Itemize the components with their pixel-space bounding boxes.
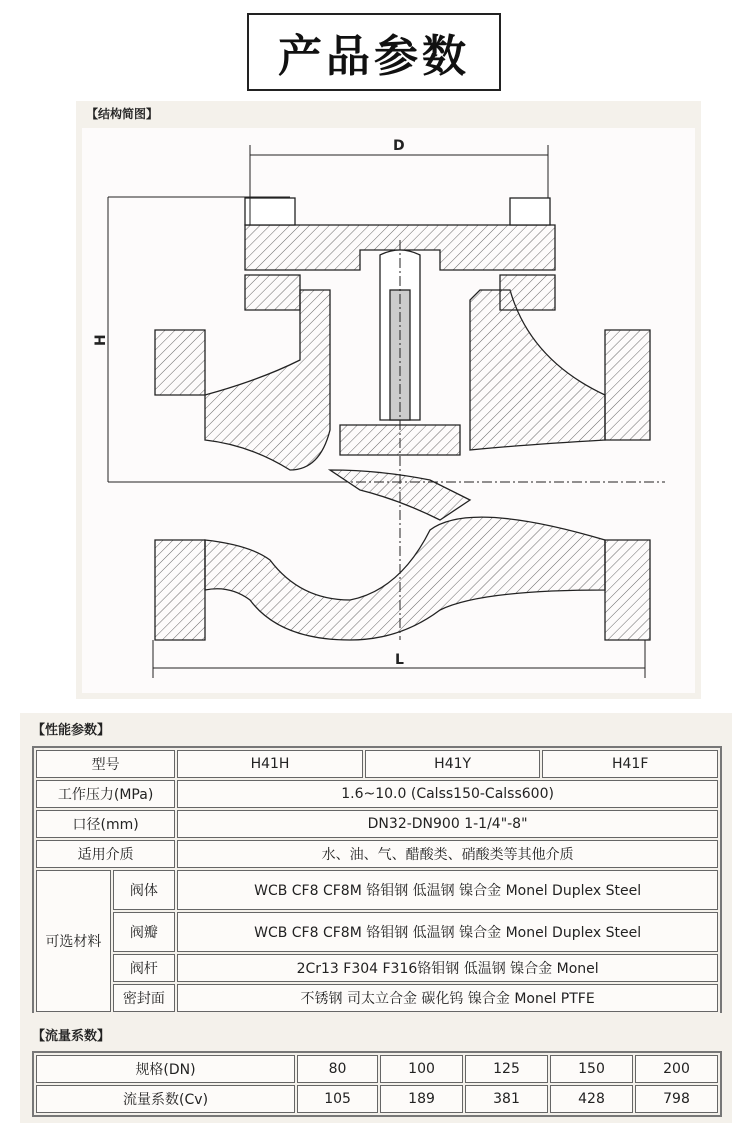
row-value: DN32-DN900 1-1/4"-8" (177, 810, 718, 838)
material-value: 不锈钢 司太立合金 碳化钨 镍合金 Monel PTFE (177, 984, 718, 1012)
model-cell: H41Y (365, 750, 541, 778)
body-right-upper (470, 290, 605, 450)
page-title: 产品参数 (247, 13, 501, 91)
table-row (36, 954, 718, 982)
row-value: 水、油、气、醋酸类、硝酸类等其他介质 (177, 840, 718, 868)
size-cell: 100 (380, 1055, 463, 1083)
table-row (36, 840, 718, 868)
valve-drawing (82, 128, 695, 693)
row-label: 工作压力(MPa) (36, 780, 175, 808)
material-value: WCB CF8 CF8M 铬钼钢 低温钢 镍合金 Monel Duplex Steel (177, 912, 718, 952)
size-cell: 80 (297, 1055, 378, 1083)
model-label: 型号 (36, 750, 175, 778)
cv-cell: 798 (635, 1085, 718, 1113)
performance-table (32, 746, 722, 1016)
performance-section (20, 713, 732, 1013)
dimension-l: L (395, 652, 404, 668)
model-cell: H41F (542, 750, 718, 778)
material-part: 阀体 (113, 870, 176, 910)
bonnet-side-right (500, 275, 555, 310)
materials-label: 可选材料 (36, 870, 111, 1012)
table-row (36, 912, 718, 952)
size-cell: 125 (465, 1055, 548, 1083)
valve-cross-section-svg (82, 128, 695, 693)
row-label: 口径(mm) (36, 810, 175, 838)
size-cell: 150 (550, 1055, 633, 1083)
flow-table (32, 1051, 722, 1117)
bolt-left (245, 198, 295, 225)
body-lower (205, 517, 605, 640)
structure-panel (76, 101, 701, 699)
size-label: 规格(DN) (36, 1055, 295, 1083)
table-row (36, 1085, 718, 1113)
structure-label: 【结构简图】 (86, 107, 159, 121)
performance-label: 【性能参数】 (32, 723, 111, 738)
table-row (36, 1055, 718, 1083)
body-upper (205, 290, 330, 470)
left-flange (155, 330, 205, 640)
cv-cell: 381 (465, 1085, 548, 1113)
row-label: 适用介质 (36, 840, 175, 868)
table-row (36, 780, 718, 808)
model-cell: H41H (177, 750, 363, 778)
material-value: 2Cr13 F304 F316铬钼钢 低温钢 镍合金 Monel (177, 954, 718, 982)
table-row (36, 750, 718, 778)
flow-label: 【流量系数】 (32, 1029, 111, 1044)
flow-section (20, 1013, 732, 1123)
table-row (36, 984, 718, 1012)
dimension-h: H (93, 334, 109, 346)
cv-cell: 428 (550, 1085, 633, 1113)
right-flange (605, 330, 650, 640)
cv-cell: 189 (380, 1085, 463, 1113)
material-part: 阀瓣 (113, 912, 176, 952)
cv-label: 流量系数(Cv) (36, 1085, 295, 1113)
row-value: 1.6~10.0 (Calss150-Calss600) (177, 780, 718, 808)
table-row (36, 810, 718, 838)
material-part: 阀杆 (113, 954, 176, 982)
size-cell: 200 (635, 1055, 718, 1083)
material-part: 密封面 (113, 984, 176, 1012)
material-value: WCB CF8 CF8M 铬钼钢 低温钢 镍合金 Monel Duplex Steel (177, 870, 718, 910)
bonnet-side-left (245, 275, 300, 310)
dimension-d: D (393, 138, 405, 154)
table-row (36, 870, 718, 910)
bolt-right (510, 198, 550, 225)
cv-cell: 105 (297, 1085, 378, 1113)
